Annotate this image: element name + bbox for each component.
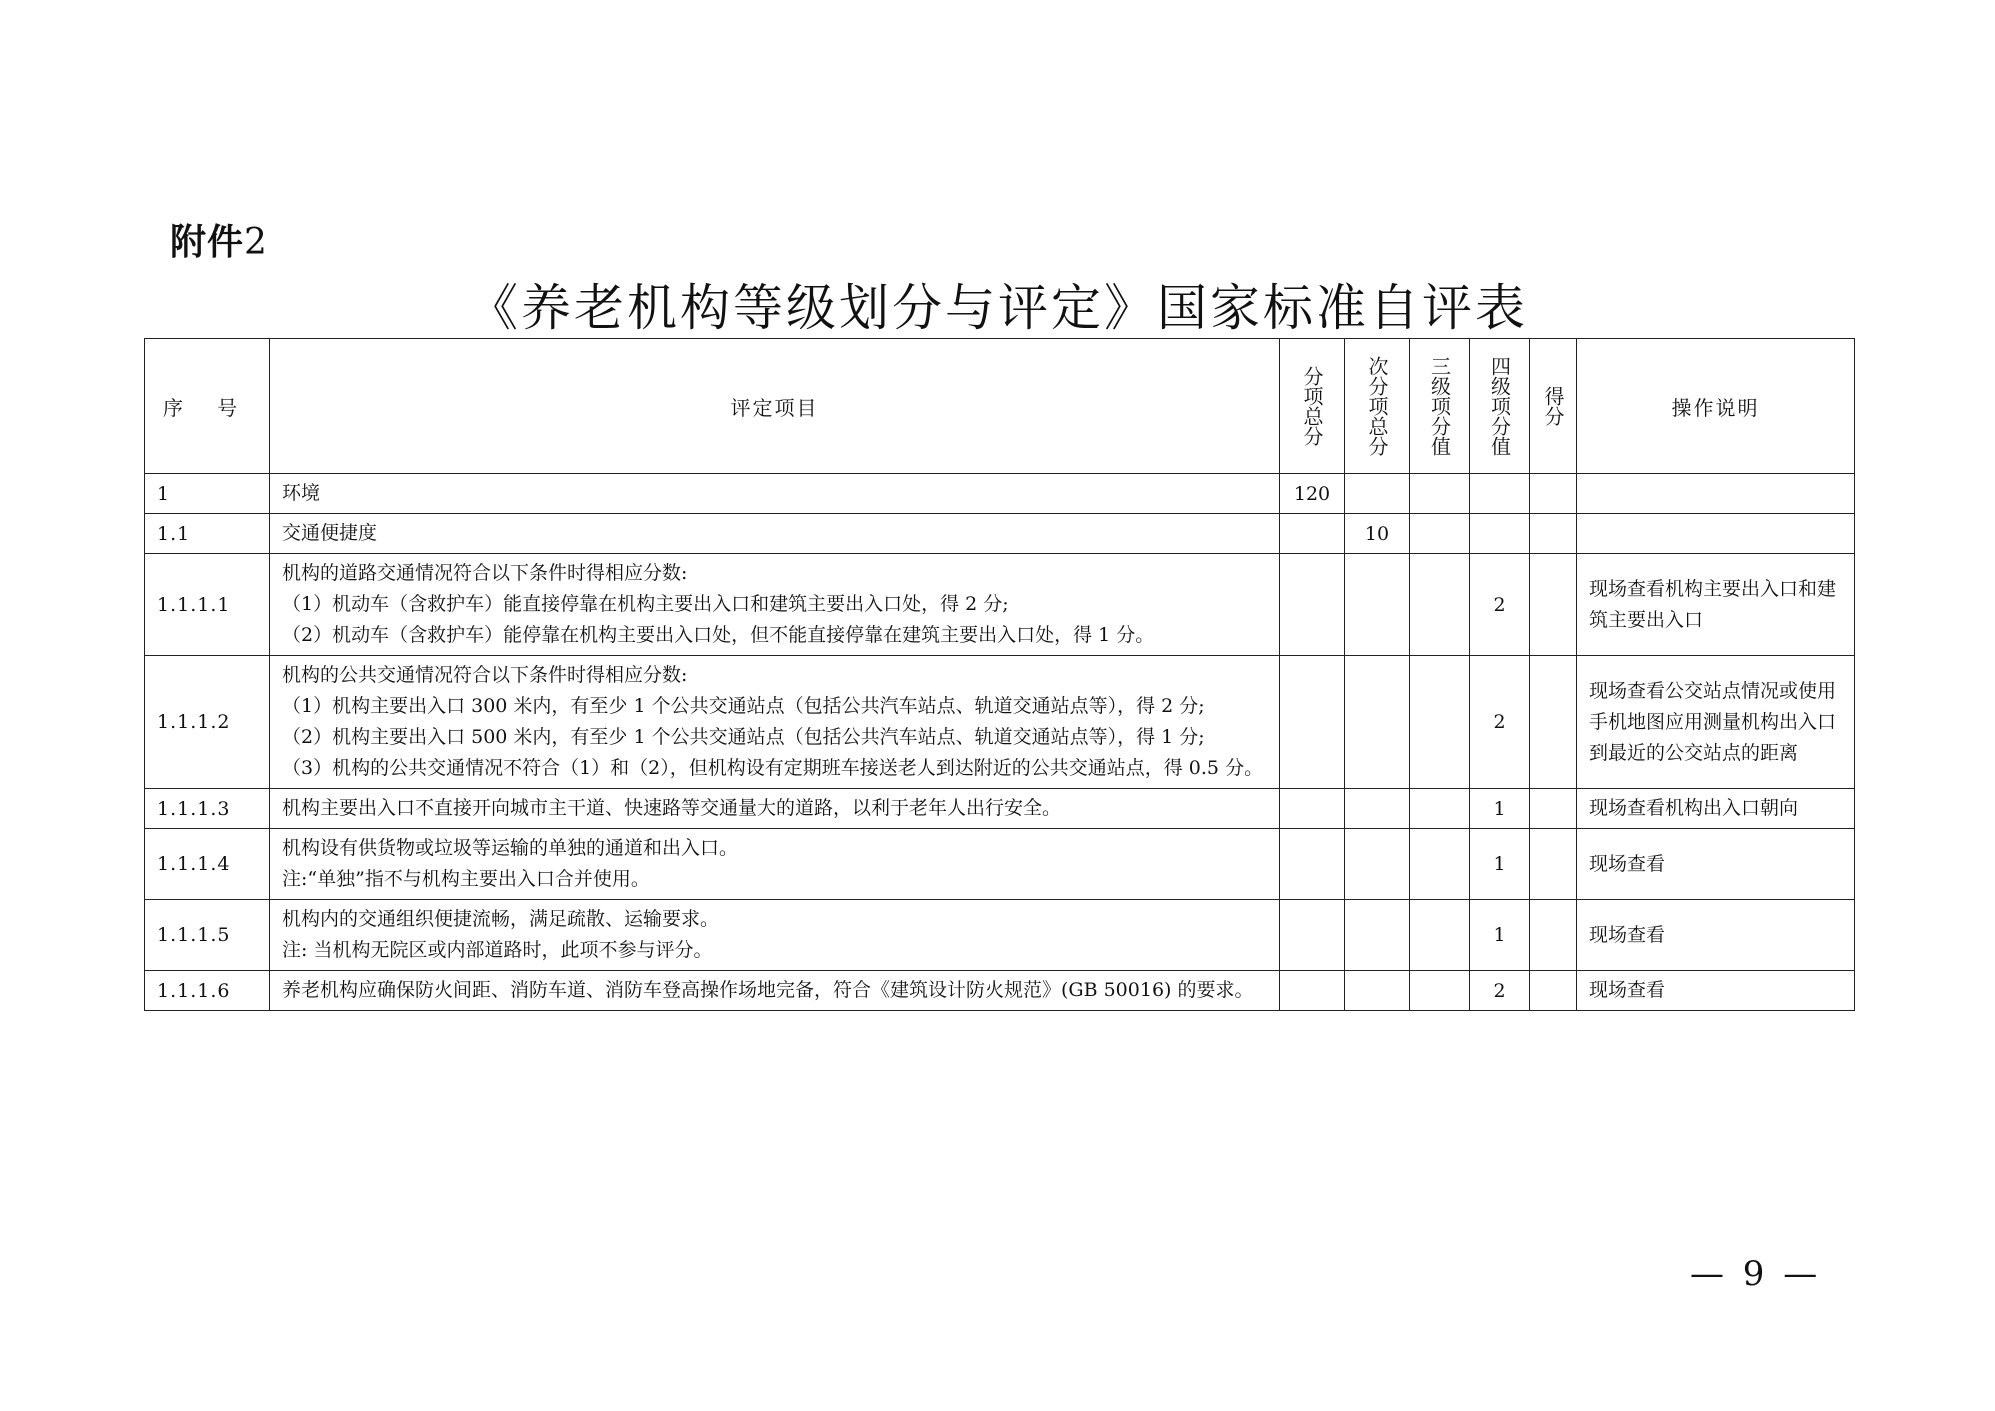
row-instructions: 现场查看 <box>1577 971 1855 1011</box>
row-score <box>1530 971 1577 1011</box>
row-instructions: 现场查看机构主要出入口和建筑主要出入口 <box>1577 554 1855 656</box>
row-item <box>270 789 1280 829</box>
row-level4: 2 <box>1470 554 1530 656</box>
row-seq: 1.1.1.4 <box>145 829 270 900</box>
header-score: 得分 <box>1530 339 1577 474</box>
row-score <box>1530 900 1577 971</box>
row-level3 <box>1410 554 1470 656</box>
table-header-row <box>145 339 1855 474</box>
row-total <box>1280 900 1345 971</box>
row-item <box>270 656 1280 789</box>
row-item <box>270 900 1280 971</box>
row-item-line: 机构的公共交通情况符合以下条件时得相应分数: <box>282 664 688 686</box>
row-sub-total <box>1345 656 1410 789</box>
row-sub-total <box>1345 829 1410 900</box>
row-seq: 1.1.1.2 <box>145 656 270 789</box>
row-instructions: 现场查看 <box>1577 829 1855 900</box>
row-score <box>1530 829 1577 900</box>
row-total <box>1280 971 1345 1011</box>
row-level3 <box>1410 829 1470 900</box>
row-seq: 1.1.1.1 <box>145 554 270 656</box>
table-row <box>145 789 1855 829</box>
row-level4: 1 <box>1470 900 1530 971</box>
header-level3: 三级项分值 <box>1410 339 1470 474</box>
row-total <box>1280 829 1345 900</box>
row-item-line: （3）机构的公共交通情况不符合（1）和（2），但机构设有定期班车接送老人到达附近的公共交通站点，得 0.5 分。 <box>282 757 1264 779</box>
row-level4: 2 <box>1470 971 1530 1011</box>
header-seq: 序 号 <box>145 339 270 474</box>
table-row <box>145 900 1855 971</box>
subsection-row <box>145 514 1855 554</box>
table-row <box>145 829 1855 900</box>
row-item <box>270 829 1280 900</box>
row-instructions: 现场查看机构出入口朝向 <box>1577 789 1855 829</box>
row-total <box>1280 656 1345 789</box>
row-sub-total <box>1345 900 1410 971</box>
row-level3 <box>1410 789 1470 829</box>
row-item-line: 养老机构应确保防火间距、消防车道、消防车登高操作场地完备，符合《建筑设计防火规范》(GB 50016) 的要求。 <box>282 979 1254 1001</box>
section-item: 环境 <box>270 474 1280 514</box>
subsection-seq: 1.1 <box>145 514 270 554</box>
row-seq: 1.1.1.3 <box>145 789 270 829</box>
header-sub-total: 次分项总分 <box>1345 339 1410 474</box>
row-item-line: 机构设有供货物或垃圾等运输的单独的通道和出入口。 <box>282 837 739 859</box>
row-item-line: （1）机动车（含救护车）能直接停靠在机构主要出入口和建筑主要出入口处，得 2 分; <box>282 593 1009 615</box>
row-item-line: 机构的道路交通情况符合以下条件时得相应分数: <box>282 562 688 584</box>
row-level4: 1 <box>1470 829 1530 900</box>
row-seq: 1.1.1.6 <box>145 971 270 1011</box>
subsection-item: 交通便捷度 <box>270 514 1280 554</box>
row-instructions: 现场查看公交站点情况或使用手机地图应用测量机构出入口到最近的公交站点的距离 <box>1577 656 1855 789</box>
row-item <box>270 971 1280 1011</box>
subsection-sub-total: 10 <box>1345 514 1410 554</box>
row-instructions: 现场查看 <box>1577 900 1855 971</box>
header-item: 评定项目 <box>270 339 1280 474</box>
row-total <box>1280 554 1345 656</box>
row-sub-total <box>1345 554 1410 656</box>
row-item-line: 机构内的交通组织便捷流畅，满足疏散、运输要求。 <box>282 908 720 930</box>
row-item-line: 注: 当机构无院区或内部道路时，此项不参与评分。 <box>282 939 713 961</box>
row-level3 <box>1410 900 1470 971</box>
row-level4: 2 <box>1470 656 1530 789</box>
row-item-line: 注:“单独”指不与机构主要出入口合并使用。 <box>282 868 650 890</box>
row-score <box>1530 554 1577 656</box>
row-sub-total <box>1345 789 1410 829</box>
document-title: 《养老机构等级划分与评定》国家标准自评表 <box>468 279 1528 337</box>
row-item-line: （2）机构主要出入口 500 米内，有至少 1 个公共交通站点（包括公共汽车站点、轨道交通站点等），得 1 分; <box>282 726 1205 748</box>
row-seq: 1.1.1.5 <box>145 900 270 971</box>
row-total <box>1280 789 1345 829</box>
row-sub-total <box>1345 971 1410 1011</box>
row-item <box>270 554 1280 656</box>
table-row <box>145 971 1855 1011</box>
table-row <box>145 554 1855 656</box>
section-row <box>145 474 1855 514</box>
header-total: 分项总分 <box>1280 339 1345 474</box>
section-seq: 1 <box>145 474 270 514</box>
row-level3 <box>1410 971 1470 1011</box>
header-level4: 四级项分值 <box>1470 339 1530 474</box>
row-level3 <box>1410 656 1470 789</box>
row-level4: 1 <box>1470 789 1530 829</box>
section-total: 120 <box>1280 474 1345 514</box>
row-item-line: 机构主要出入口不直接开向城市主干道、快速路等交通量大的道路，以利于老年人出行安全。 <box>282 797 1062 819</box>
row-item-line: （1）机构主要出入口 300 米内，有至少 1 个公共交通站点（包括公共汽车站点、轨道交通站点等），得 2 分; <box>282 695 1205 717</box>
attachment-label: 附件2 <box>170 222 268 263</box>
page-number: — 9 — <box>1690 1254 1822 1294</box>
row-item-line: （2）机动车（含救护车）能停靠在机构主要出入口处，但不能直接停靠在建筑主要出入口处，得 1 分。 <box>282 624 1155 646</box>
header-instructions: 操作说明 <box>1577 339 1855 474</box>
table-row <box>145 656 1855 789</box>
row-score <box>1530 789 1577 829</box>
row-score <box>1530 656 1577 789</box>
self-evaluation-table <box>144 338 1855 1011</box>
